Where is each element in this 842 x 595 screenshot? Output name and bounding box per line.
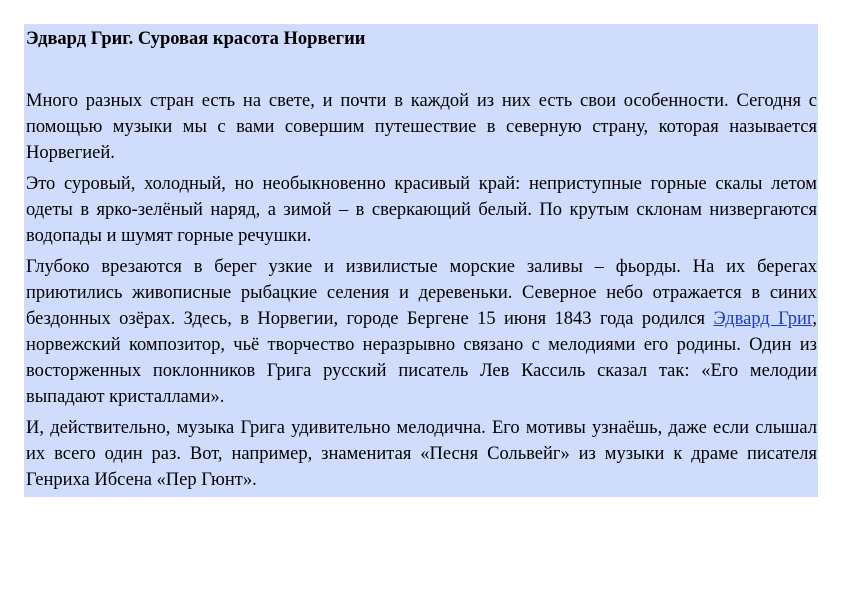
text-box [24,24,818,497]
paragraph-melody: И, действительно, музыка Грига удивительно мелодична. Его мотивы узнаёшь, даже если слышал их всего один раз. Вот, например, знаменитая «Песня Сольвейг» из музыки к драме писателя Генриха Ибсена «Пер Гюнт». [26,418,817,490]
paragraph-fjords-text-after: , норвежский композитор, чьё творчество неразрывно связано с мелодиями его родины. Один из восторженных поклонников Грига русский писатель Лев Кассиль сказал так: «Его мелодии выпадают кристаллами». [26,309,817,407]
paragraph-fjords [26,254,818,410]
edvard-grieg-link[interactable]: Эдвард Григ [713,309,813,329]
paragraph-intro: Много разных стран есть на свете, и почти в каждой из них есть свои особенности. Сегодня с помощью музыки мы с вами совершим путешествие в северную страну, которая называется Норвегией. [26,91,817,163]
paragraph-fjords-text-before: Глубоко врезаются в берег узкие и извилистые морские заливы – фьорды. На их берегах приютились живописные рыбацкие селения и деревеньки. Северное небо отражается в синих бездонных озёрах. Здесь, в Норвегии, городе Бергене 15 июня 1843 года родился [26,257,817,329]
document-title: Эдвард Григ. Суровая красота Норвегии [26,29,366,49]
paragraph-landscape: Это суровый, холодный, но необыкновенно красивый край: неприступные горные скалы летом одеты в ярко-зелёный наряд, а зимой – в сверкающий белый. По крутым склонам низвергаются водопады и шумят горные речушки. [26,174,817,246]
